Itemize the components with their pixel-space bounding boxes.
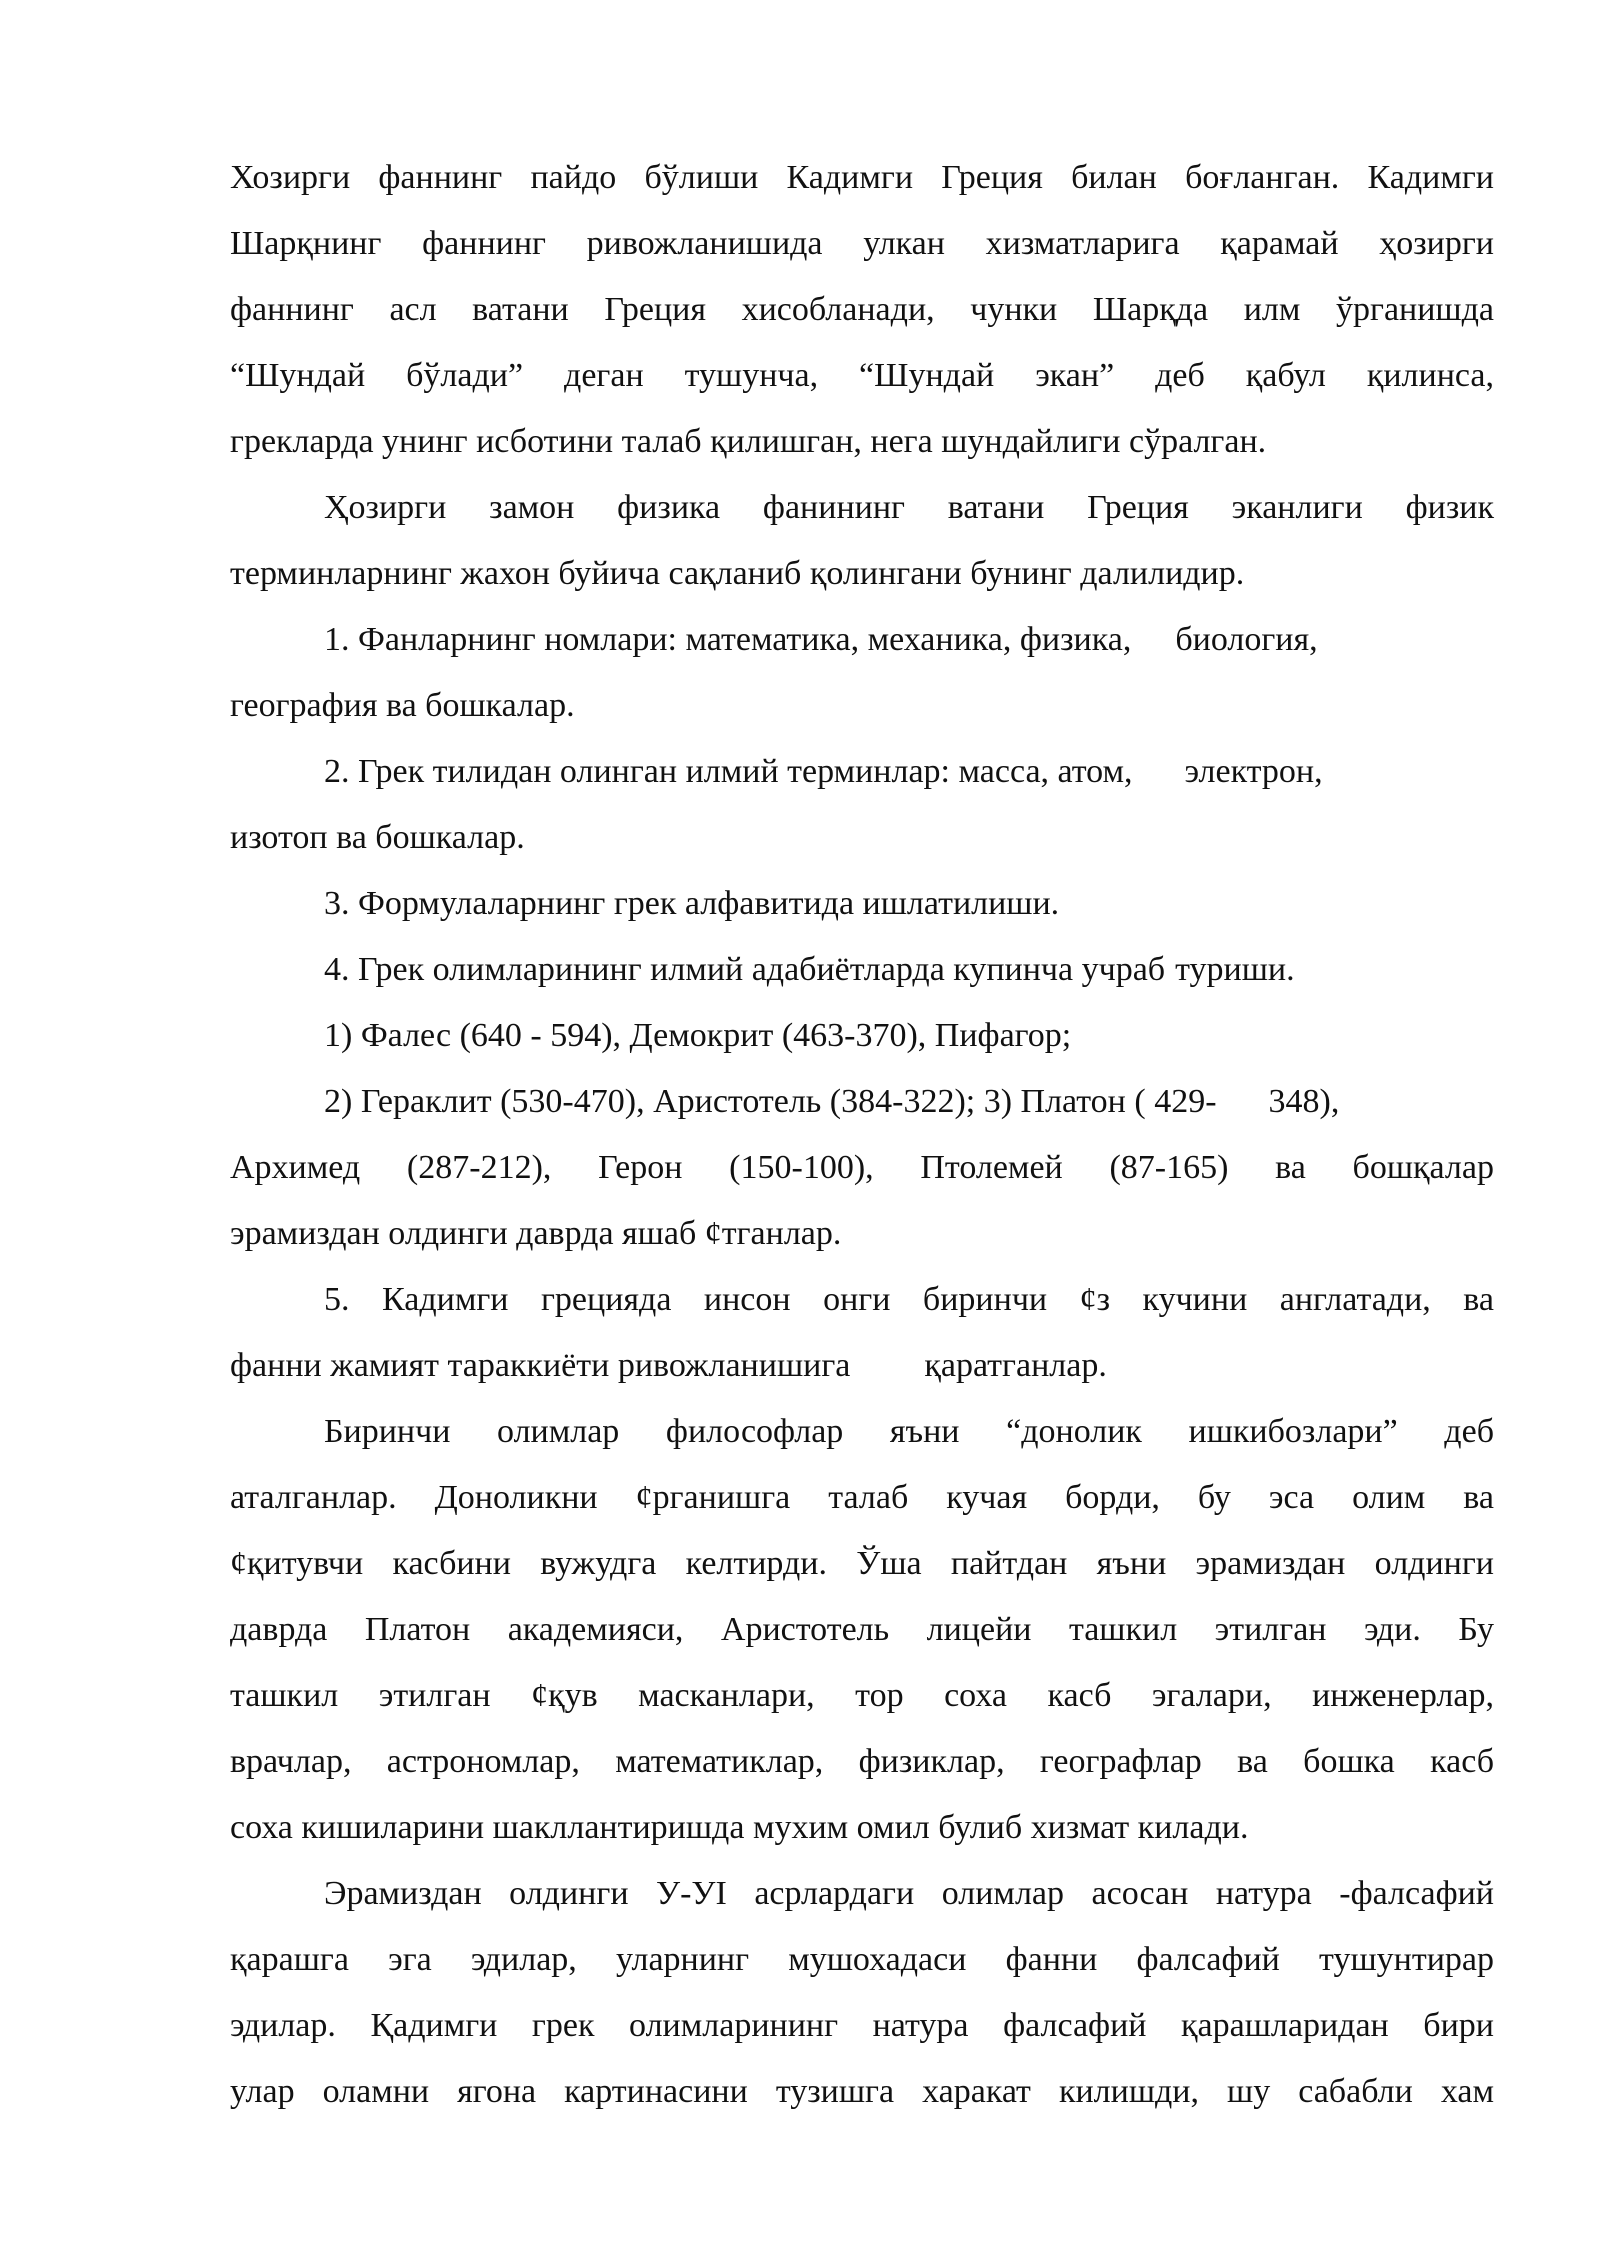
paragraph-2-line-1: Ҳозирги замон физика фанининг ватани Греция эканлиги физик: [324, 489, 1494, 526]
paragraph-2-line-2: терминларнинг жахон буйича сақланиб қолингани бунинг далилидир.: [230, 555, 1245, 592]
paragraph-3-line-1: Биринчи олимлар философлар яъни “донолик ишкибозлари” деб: [324, 1413, 1494, 1450]
paragraph-1-line-3: фаннинг асл ватани Греция хисобланади, чунки Шарқда илм ўрганишда: [230, 291, 1494, 328]
paragraph-1-line-1: Хозирги фаннинг пайдо бўлиши Кадимги Греция билан боғланган. Кадимги: [230, 159, 1494, 196]
paragraph-3-line-6: врачлар, астрономлар, математиклар, физиклар, географлар ва бошка касб: [230, 1743, 1494, 1780]
list-item-5-line-2: [230, 1346, 1494, 1386]
list-item-5-tail: қаратганлар.: [924, 1347, 1107, 1384]
paragraph-4-line-4: улар оламни ягона картинасини тузишга харакат килишди, шу сабабли хам: [230, 2073, 1494, 2110]
list-item-2-line-1: [324, 752, 1588, 792]
list-item-5-text: фанни жамият тараккиёти ривожланишига: [230, 1347, 851, 1384]
paragraph-1-line-2: Шарқнинг фаннинг ривожланишида улкан хизматларига қарамай ҳозирги: [230, 225, 1494, 262]
list-item-4-text: 4. Грек олимларининг илмий адабиётларда купинча учраб: [324, 951, 1166, 988]
list-item-2-tail: электрон,: [1184, 753, 1323, 790]
paragraph-4-line-2: қарашга эга эдилар, уларнинг мушохадаси фанни фалсафий тушунтирар: [230, 1941, 1494, 1978]
list-item-1-text: 1. Фанларнинг номлари: математика, механика, физика,: [324, 621, 1132, 658]
scholars-line-3: Архимед (287-212), Герон (150-100), Птолемей (87-165) ва бошқалар: [230, 1149, 1494, 1186]
list-item-2-line-2: изотоп ва бошкалар.: [230, 819, 525, 856]
list-item-4-tail: туриши.: [1175, 951, 1295, 988]
scholars-line-4: эрамиздан олдинги даврда яшаб ¢тганлар.: [230, 1215, 842, 1252]
paragraph-1-line-5: грекларда унинг исботини талаб қилишган, нега шундайлиги сўралган.: [230, 423, 1267, 460]
paragraph-3-line-2: аталганлар. Доноликни ¢рганишга талаб кучая борди, бу эса олим ва: [230, 1479, 1494, 1516]
paragraph-4-line-3: эдилар. Қадимги грек олимларининг натура фалсафий қарашларидан бири: [230, 2007, 1494, 2044]
paragraph-4-line-1: Эрамиздан олдинги У-УI асрлардаги олимлар асосан натура -фалсафий: [324, 1875, 1494, 1912]
paragraph-3-line-4: даврда Платон академияси, Аристотель лицейи ташкил этилган эди. Бу: [230, 1611, 1494, 1648]
paragraph-3-line-7: соха кишиларини шакллантиришда мухим омил булиб хизмат килади.: [230, 1809, 1249, 1846]
list-item-1-line-1: [324, 620, 1588, 660]
list-item-5-line-1: 5. Кадимги грецияда инсон онги биринчи ¢з кучини англатади, ва: [324, 1281, 1494, 1318]
paragraph-3-line-3: ¢қитувчи касбини вужудга келтирди. Ўша пайтдан яъни эрамиздан олдинги: [230, 1545, 1494, 1582]
list-item-1-tail: биология,: [1175, 621, 1318, 658]
scholars-line-2-text: 2) Гераклит (530-470), Аристотель (384-322); 3) Платон ( 429-: [324, 1083, 1217, 1120]
paragraph-3-line-5: ташкил этилган ¢қув масканлари, тор соха касб эгалари, инженерлар,: [230, 1677, 1494, 1714]
scholars-line-1: 1) Фалес (640 - 594), Демокрит (463-370), Пифагор;: [324, 1017, 1072, 1054]
list-item-2-text: 2. Грек тилидан олинган илмий терминлар: масса, атом,: [324, 753, 1133, 790]
list-item-3: 3. Формулаларнинг грек алфавитида ишлатилиши.: [324, 885, 1060, 922]
list-item-1-line-2: география ва бошкалар.: [230, 687, 575, 724]
list-item-4: [324, 950, 1588, 990]
scholars-line-2: [324, 1082, 1588, 1122]
scholars-line-2-tail: 348),: [1268, 1083, 1340, 1120]
paragraph-1-line-4: “Шундай бўлади” деган тушунча, “Шундай экан” деб қабул қилинса,: [230, 357, 1494, 394]
